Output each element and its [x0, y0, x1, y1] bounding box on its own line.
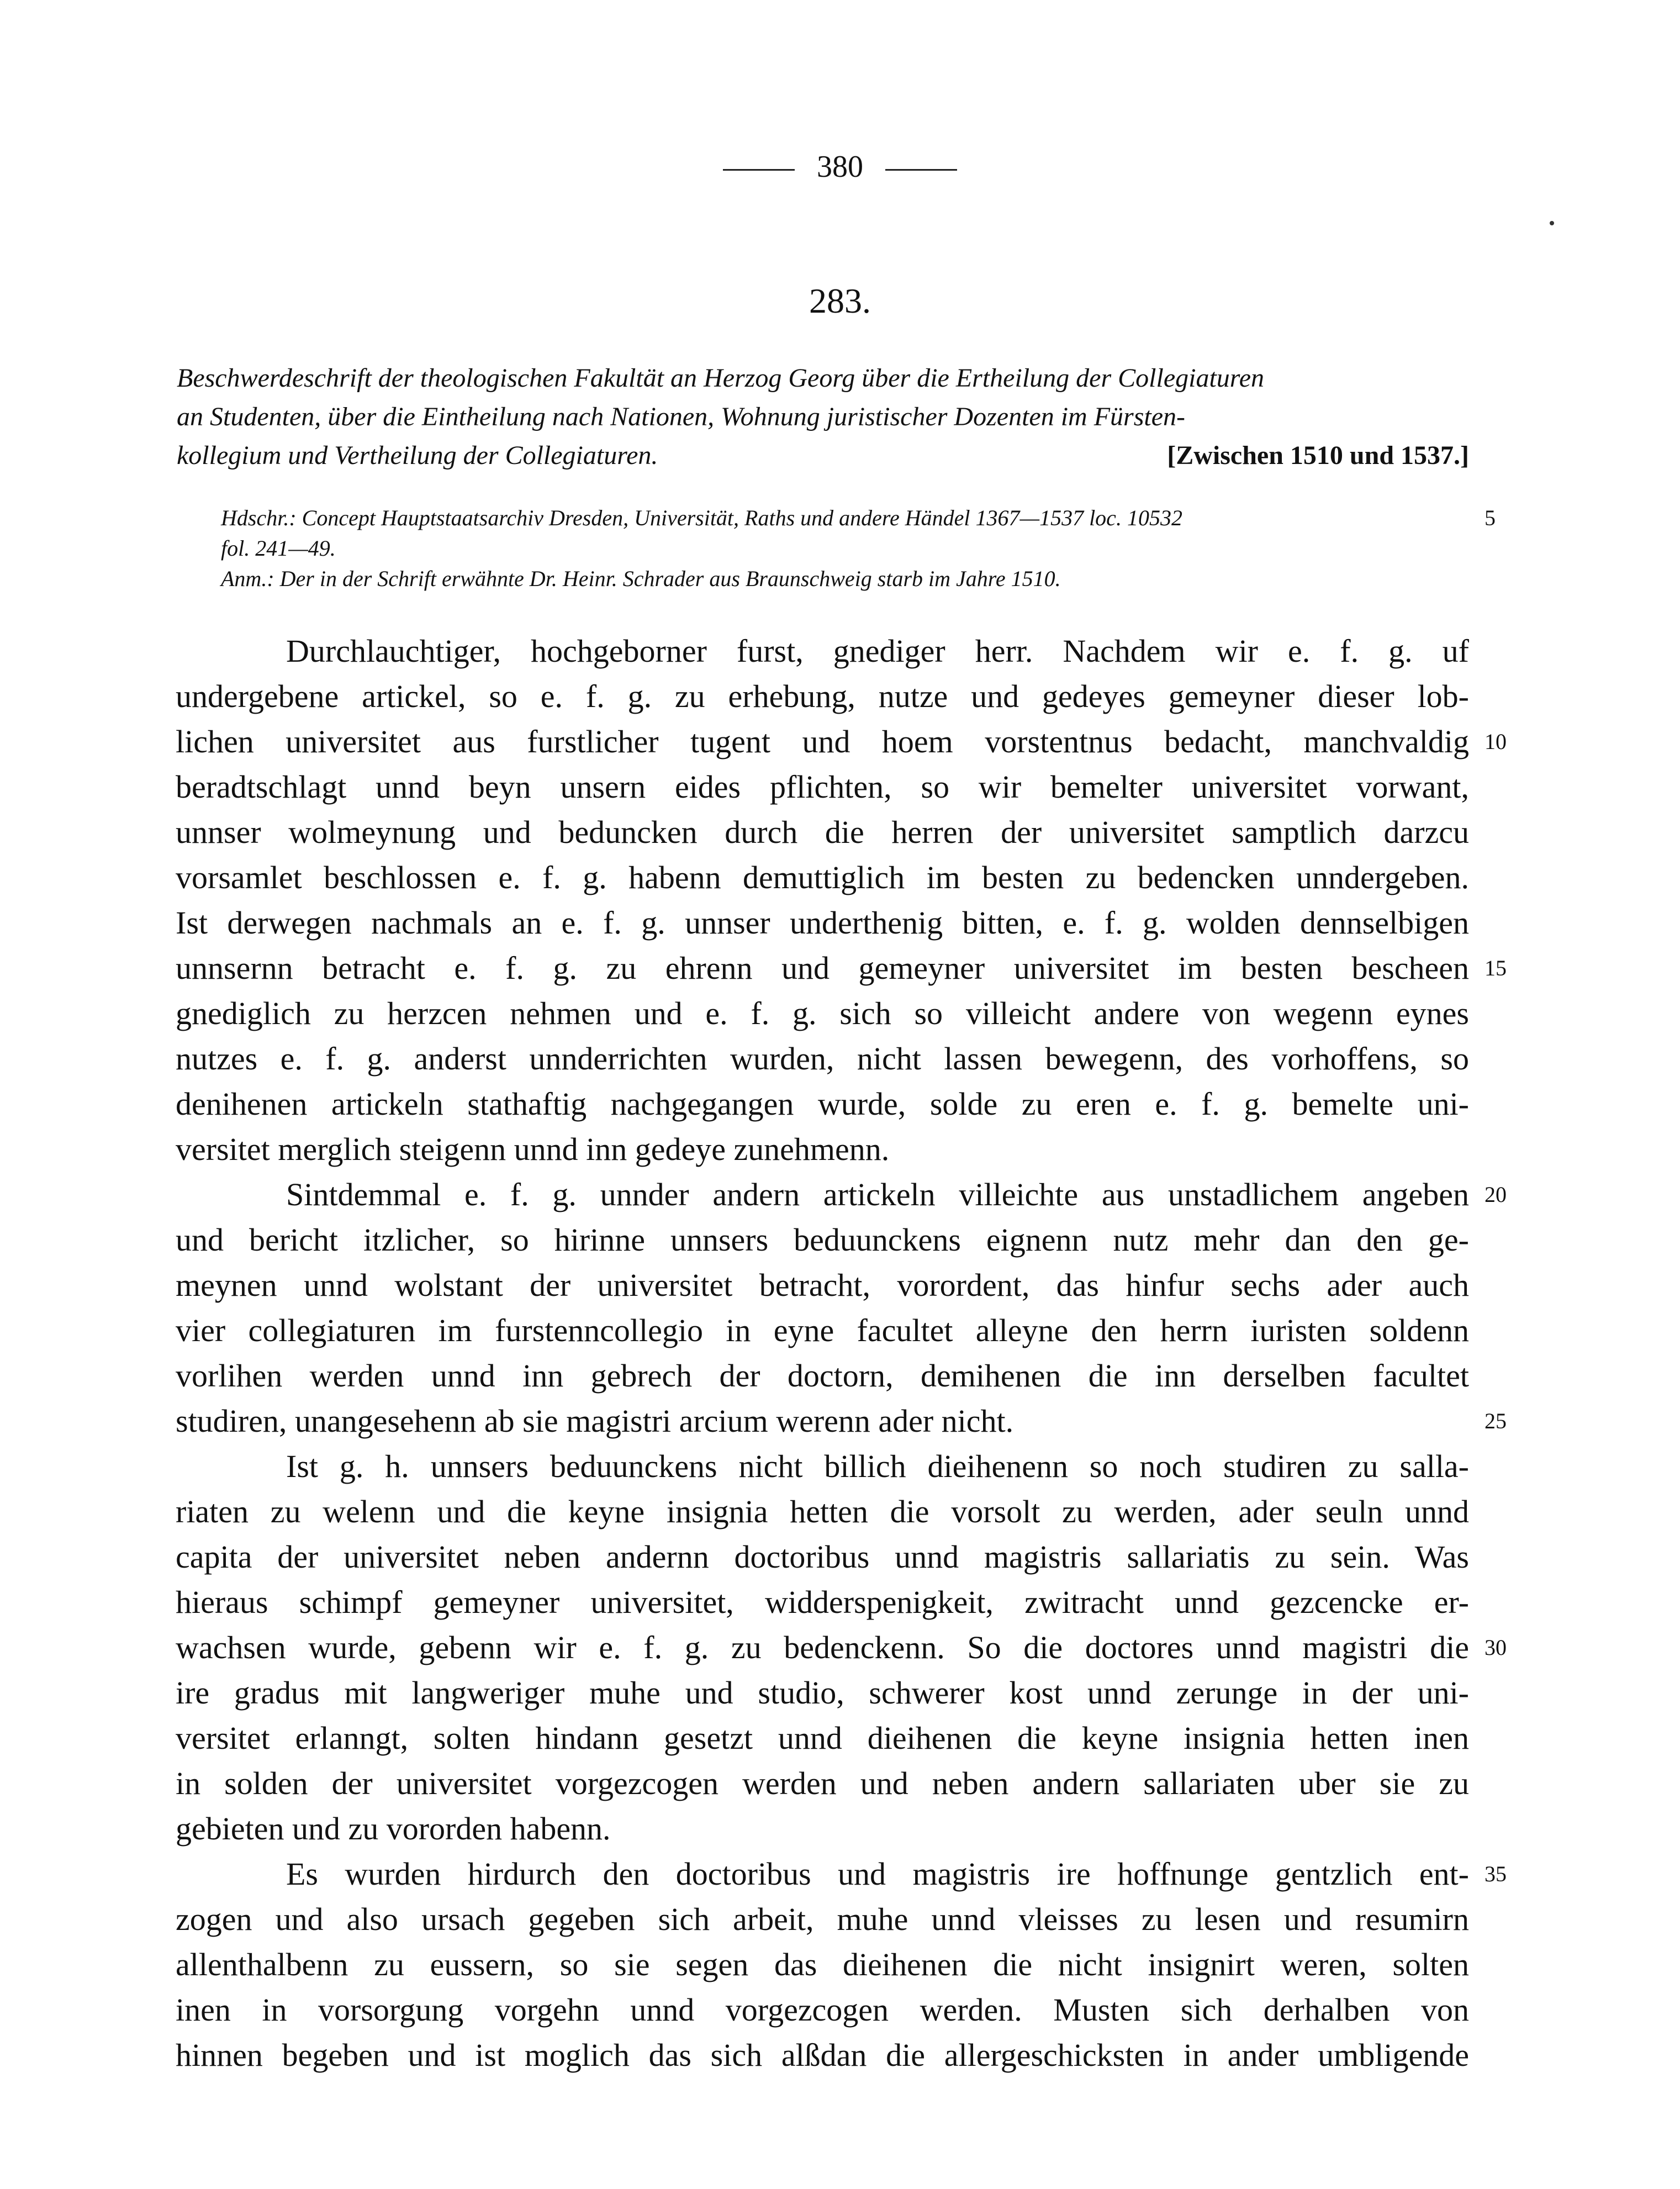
text-line-content: inen in vorsorgung vorgehn unnd vorgezcogen werden. Musten sich derhalben von: [176, 1992, 1469, 2028]
text-line: [176, 1897, 1469, 1942]
text-line-content: zogen und also ursach gegeben sich arbeit, muhe unnd vleisses zu lesen und resumirn: [176, 1901, 1469, 1937]
header-rule-right: [885, 169, 957, 171]
text-line-content: hinnen begeben und ist moglich das sich alßdan die allergeschicksten in ander umbligende: [176, 2037, 1469, 2073]
text-line: [176, 1263, 1469, 1308]
title-line: an Studenten, über die Eintheilung nach Nationen, Wohnung juristischer Dozenten im Fürsten-: [177, 402, 1186, 431]
text-line-content: Ist g. h. unnsers beduunckens nicht billich dieihenenn so noch studiren zu salla-: [286, 1448, 1469, 1484]
text-line: [176, 1716, 1469, 1761]
text-line: [176, 1489, 1469, 1534]
header-rule-left: [723, 169, 795, 171]
text-line-content: versitet erlanngt, solten hindann gesetzt unnd dieihenen die keyne insignia hetten inen: [176, 1720, 1469, 1756]
title-line: [177, 436, 1469, 475]
main-text: [176, 629, 1507, 2078]
text-line: [176, 2033, 1469, 2078]
text-line: [176, 1082, 1469, 1127]
text-line: [176, 1580, 1469, 1625]
document-number: 283.: [809, 281, 871, 320]
text-line-content: Sintdemmal e. f. g. unnder andern artickeln villeichte aus unstadlichem angeben: [286, 1177, 1469, 1212]
page-header: [0, 145, 1680, 189]
text-line: [176, 1399, 1507, 1444]
text-line: [176, 1852, 1507, 1897]
text-line: [176, 674, 1469, 719]
text-line: [176, 855, 1469, 900]
text-line-content: in solden der universitet vorgezcogen werden und neben andern sallariaten uber sie zu: [176, 1765, 1469, 1801]
line-number: 15: [1484, 956, 1507, 980]
text-line: [176, 946, 1507, 991]
text-line: [176, 1987, 1469, 2033]
text-line-content: gnediglich zu herzcen nehmen und e. f. g. sich so villeicht andere von wegenn eynes: [176, 995, 1469, 1031]
line-number: 5: [1484, 505, 1496, 530]
text-line-content: nutzes e. f. g. anderst unnderrichten wurden, nicht lassen bewegenn, des vorhoffens, so: [176, 1041, 1469, 1077]
source-note-line: [221, 563, 1497, 594]
text-line-content: beradtschlagt unnd beyn unsern eides pflichten, so wir bemelter universitet vorwant,: [176, 769, 1469, 805]
text-line: [176, 1806, 1469, 1852]
text-line: [176, 1625, 1507, 1670]
line-number: 10: [1484, 729, 1507, 754]
text-line-content: versitet merglich steigenn unnd inn gedeye zunehmenn.: [176, 1131, 890, 1167]
document-title: [177, 359, 1469, 475]
text-line-content: vier collegiaturen im furstenncollegio in eyne facultet alleyne den herrn iuristen soldenn: [176, 1312, 1469, 1348]
text-line-content: Durchlauchtiger, hochgeborner furst, gnediger herr. Nachdem wir e. f. g. uf: [286, 633, 1469, 669]
text-line: [176, 764, 1469, 810]
text-line-content: und bericht itzlicher, so hirinne unnsers beduunckens eignenn nutz mehr dan den ge-: [176, 1222, 1469, 1258]
text-line-content: vorlihen werden unnd inn gebrech der doctorn, demihenen die inn derselben facultet: [176, 1358, 1469, 1394]
source-note-text: Hdschr.: Concept Hauptstaatsarchiv Dresden, Universität, Raths und andere Händel 1367—1537 loc. 10532: [221, 505, 1182, 530]
text-line-content: meynen unnd wolstant der universitet betracht, vorordent, das hinfur sechs ader auch: [176, 1267, 1469, 1303]
line-number: 30: [1484, 1635, 1507, 1660]
date-note: [Zwischen 1510 und 1537.]: [1167, 441, 1469, 470]
text-line: [176, 991, 1469, 1036]
scan-speck: [1550, 221, 1554, 225]
text-line-content: unnsernn betracht e. f. g. zu ehrenn und gemeyner universitet im besten bescheen: [176, 950, 1469, 986]
text-line: [176, 1942, 1469, 1987]
text-line-content: allenthalbenn zu eussern, so sie segen das dieihenen die nicht insignirt weren, solten: [176, 1947, 1469, 1982]
text-line-content: wachsen wurde, gebenn wir e. f. g. zu bedenckenn. So die doctores unnd magistri die: [176, 1629, 1469, 1665]
text-line-content: Es wurden hirdurch den doctoribus und magistris ire hoffnunge gentzlich ent-: [286, 1856, 1469, 1892]
text-line: [176, 900, 1469, 946]
text-line: [176, 1036, 1469, 1082]
source-note-line: [221, 503, 1497, 533]
source-note-line: [221, 533, 1497, 563]
text-line: [176, 629, 1469, 674]
text-line-content: riaten zu welenn und die keyne insignia hetten die vorsolt zu werden, ader seuln unnd: [176, 1494, 1469, 1529]
text-line-content: Ist derwegen nachmals an e. f. g. unnser underthenig bitten, e. f. g. wolden dennselbigen: [176, 905, 1469, 941]
text-line-content: vorsamlet beschlossen e. f. g. habenn demuttiglich im besten zu bedencken unndergeben.: [176, 859, 1469, 895]
text-line-content: hieraus schimpf gemeyner universitet, widderspenigkeit, zwitracht unnd gezcencke er-: [176, 1584, 1469, 1620]
text-line-content: studiren, unangesehenn ab sie magistri arcium werenn ader nicht.: [176, 1403, 1014, 1439]
text-line-content: undergebene artickel, so e. f. g. zu erhebung, nutze und gedeyes gemeyner dieser lob-: [176, 678, 1469, 714]
text-line: [176, 1217, 1469, 1263]
text-line: [176, 1308, 1469, 1353]
text-line: [176, 719, 1507, 764]
text-line: [176, 810, 1469, 855]
source-note-text: fol. 241—49.: [221, 536, 336, 561]
text-line-content: denihenen artickeln stathaftig nachgegangen wurde, solde zu eren e. f. g. bemelte uni-: [176, 1086, 1469, 1122]
text-line-content: capita der universitet neben andernn doctoribus unnd magistris sallariatis zu sein. Was: [176, 1539, 1469, 1575]
text-line: [176, 1444, 1469, 1489]
title-line: Beschwerdeschrift der theologischen Fakultät an Herzog Georg über die Ertheilung der Collegiaturen: [177, 363, 1265, 393]
source-notes: [221, 503, 1497, 594]
text-line-content: ire gradus mit langweriger muhe und studio, schwerer kost unnd zerunge in der uni-: [176, 1675, 1469, 1711]
page-number: 380: [817, 150, 863, 184]
line-number: 35: [1484, 1861, 1507, 1886]
text-line: [176, 1172, 1507, 1217]
line-number: 20: [1484, 1182, 1507, 1207]
text-line: [176, 1534, 1469, 1580]
text-line: [176, 1761, 1469, 1806]
text-line-content: unnser wolmeynung und beduncken durch die herren der universitet samptlich darzcu: [176, 814, 1469, 850]
text-line: [176, 1353, 1469, 1399]
text-line-content: gebieten und zu vororden habenn.: [176, 1811, 611, 1847]
source-note-text: Anm.: Der in der Schrift erwähnte Dr. Heinr. Schrader aus Braunschweig starb im Jahre 1510.: [221, 566, 1061, 591]
text-line: [176, 1127, 1469, 1172]
title-line-text: kollegium und Vertheilung der Collegiaturen.: [177, 441, 658, 470]
line-number: 25: [1484, 1409, 1507, 1433]
text-line: [176, 1670, 1469, 1716]
text-line-content: lichen universitet aus furstlicher tugent und hoem vorstentnus bedacht, manchvaldig: [176, 724, 1469, 759]
